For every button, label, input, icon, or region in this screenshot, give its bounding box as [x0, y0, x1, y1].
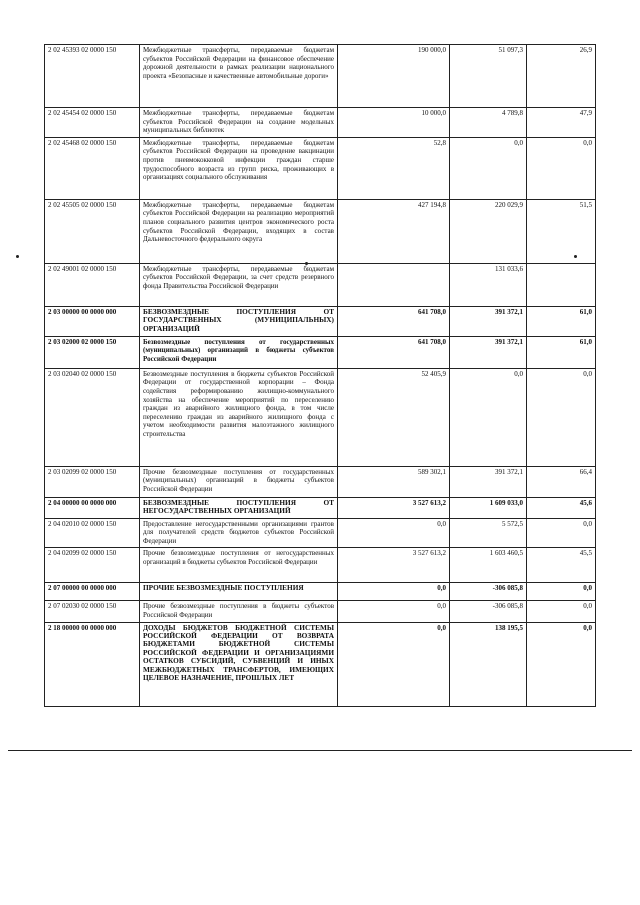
- plan-amount-cell: 0,0: [338, 583, 450, 601]
- execution-percent-cell: 61,0: [527, 306, 596, 336]
- execution-percent-cell: 61,0: [527, 336, 596, 368]
- execution-percent-cell: 0,0: [527, 601, 596, 622]
- executed-amount-cell: 0,0: [450, 368, 527, 466]
- income-name-cell: Прочие безвозмездные поступления от государственных (муниципальных) организаций в бюджеты субъектов Российской Федерации: [140, 466, 338, 497]
- plan-amount-cell: [338, 263, 450, 306]
- bottom-rule: [8, 750, 632, 751]
- income-name-cell: Межбюджетные трансферты, передаваемые бюджетам субъектов Российской Федерации, за счет средств резервного фонда Правительства Российской Федерации: [140, 263, 338, 306]
- table-row: [45, 548, 596, 583]
- table-row: [45, 108, 596, 138]
- execution-percent-cell: 66,4: [527, 466, 596, 497]
- income-name-cell: Безвозмездные поступления в бюджеты субъектов Российской Федерации от государственной корпорации – Фонда содействия реформированию жилищно-коммунального хозяйства на обеспечение мероприятий по переселению граждан из аварийного жилищного фонда, в том числе переселению граждан из аварийного жилищного фонда с учетом необходимости развития малоэтажного жилищного строительства: [140, 368, 338, 466]
- budget-code-cell: 2 02 49001 02 0000 150: [45, 263, 140, 306]
- income-name-cell: Межбюджетные трансферты, передаваемые бюджетам субъектов Российской Федерации на создание модельных муниципальных библиотек: [140, 108, 338, 138]
- table-row: [45, 336, 596, 368]
- income-name-cell: ПРОЧИЕ БЕЗВОЗМЕЗДНЫЕ ПОСТУПЛЕНИЯ: [140, 583, 338, 601]
- scan-speck: [574, 255, 577, 258]
- executed-amount-cell: 138 195,5: [450, 622, 527, 706]
- table-row: [45, 622, 596, 706]
- executed-amount-cell: 51 097,3: [450, 45, 527, 108]
- execution-percent-cell: 0,0: [527, 518, 596, 548]
- execution-percent-cell: 0,0: [527, 368, 596, 466]
- execution-percent-cell: 45,5: [527, 548, 596, 583]
- execution-percent-cell: 26,9: [527, 45, 596, 108]
- budget-code-cell: 2 07 02030 02 0000 150: [45, 601, 140, 622]
- budget-code-cell: 2 03 00000 00 0000 000: [45, 306, 140, 336]
- table-row: [45, 368, 596, 466]
- table-row: [45, 601, 596, 622]
- executed-amount-cell: 4 789,8: [450, 108, 527, 138]
- plan-amount-cell: 427 194,8: [338, 199, 450, 263]
- plan-amount-cell: 641 708,0: [338, 336, 450, 368]
- execution-percent-cell: 0,0: [527, 137, 596, 199]
- plan-amount-cell: 10 000,0: [338, 108, 450, 138]
- income-name-cell: Межбюджетные трансферты, передаваемые бюджетам субъектов Российской Федерации на финансовое обеспечение дорожной деятельности в рамках реализации национального проекта «Безопасные и качественные автомобильные дороги»: [140, 45, 338, 108]
- table-row: [45, 518, 596, 548]
- income-name-cell: Предоставление негосударственными организациями грантов для получателей средств бюджетов субъектов Российской Федерации: [140, 518, 338, 548]
- plan-amount-cell: 3 527 613,2: [338, 548, 450, 583]
- budget-code-cell: 2 18 00000 00 0000 000: [45, 622, 140, 706]
- income-name-cell: Межбюджетные трансферты, передаваемые бюджетам субъектов Российской Федерации на проведение вакцинации против пневмококковой инфекции граждан старше трудоспособного возраста из групп риска, проживающих в организациях социального обслуживания: [140, 137, 338, 199]
- table-row: [45, 306, 596, 336]
- execution-percent-cell: 47,9: [527, 108, 596, 138]
- table-body: [45, 45, 596, 707]
- table-row: [45, 263, 596, 306]
- budget-code-cell: 2 02 45454 02 0000 150: [45, 108, 140, 138]
- execution-percent-cell: 0,0: [527, 622, 596, 706]
- executed-amount-cell: -306 085,8: [450, 601, 527, 622]
- executed-amount-cell: 1 603 460,5: [450, 548, 527, 583]
- income-name-cell: Прочие безвозмездные поступления от негосударственных организаций в бюджеты субъектов Российской Федерации: [140, 548, 338, 583]
- executed-amount-cell: 5 572,5: [450, 518, 527, 548]
- execution-percent-cell: 0,0: [527, 583, 596, 601]
- executed-amount-cell: -306 085,8: [450, 583, 527, 601]
- budget-code-cell: 2 03 02099 02 0000 150: [45, 466, 140, 497]
- budget-code-cell: 2 07 00000 00 0000 000: [45, 583, 140, 601]
- table-row: [45, 199, 596, 263]
- table-row: [45, 583, 596, 601]
- budget-code-cell: 2 02 45468 02 0000 150: [45, 137, 140, 199]
- scan-speck: [16, 255, 19, 258]
- execution-percent-cell: 51,5: [527, 199, 596, 263]
- income-name-cell: БЕЗВОЗМЕЗДНЫЕ ПОСТУПЛЕНИЯ ОТ НЕГОСУДАРСТВЕННЫХ ОРГАНИЗАЦИЙ: [140, 497, 338, 518]
- table-row: [45, 466, 596, 497]
- plan-amount-cell: 52,8: [338, 137, 450, 199]
- executed-amount-cell: 131 033,6: [450, 263, 527, 306]
- execution-percent-cell: [527, 263, 596, 306]
- executed-amount-cell: 391 372,1: [450, 306, 527, 336]
- table-row: [45, 137, 596, 199]
- budget-code-cell: 2 04 02010 02 0000 150: [45, 518, 140, 548]
- income-name-cell: ДОХОДЫ БЮДЖЕТОВ БЮДЖЕТНОЙ СИСТЕМЫ РОССИЙСКОЙ ФЕДЕРАЦИИ ОТ ВОЗВРАТА БЮДЖЕТАМИ БЮДЖЕТНОЙ СИСТЕМЫ РОССИЙСКОЙ ФЕДЕРАЦИИ И ОРГАНИЗАЦИЯМИ ОСТАТКОВ СУБСИДИЙ, СУБВЕНЦИЙ И ИНЫХ МЕЖБЮДЖЕТНЫХ ТРАНСФЕРТОВ, ИМЕЮЩИХ ЦЕЛЕВОЕ НАЗНАЧЕНИЕ, ПРОШЛЫХ ЛЕТ: [140, 622, 338, 706]
- income-name-cell: БЕЗВОЗМЕЗДНЫЕ ПОСТУПЛЕНИЯ ОТ ГОСУДАРСТВЕННЫХ (МУНИЦИПАЛЬНЫХ) ОРГАНИЗАЦИЙ: [140, 306, 338, 336]
- plan-amount-cell: 0,0: [338, 601, 450, 622]
- budget-code-cell: 2 04 00000 00 0000 000: [45, 497, 140, 518]
- income-name-cell: Прочие безвозмездные поступления в бюджеты субъектов Российской Федерации: [140, 601, 338, 622]
- executed-amount-cell: 391 372,1: [450, 336, 527, 368]
- table-row: [45, 45, 596, 108]
- budget-code-cell: 2 04 02099 02 0000 150: [45, 548, 140, 583]
- executed-amount-cell: 220 029,9: [450, 199, 527, 263]
- budget-code-cell: 2 02 45393 02 0000 150: [45, 45, 140, 108]
- budget-code-cell: 2 03 02000 02 0000 150: [45, 336, 140, 368]
- budget-code-cell: 2 03 02040 02 0000 150: [45, 368, 140, 466]
- scan-speck: [305, 262, 308, 265]
- plan-amount-cell: 0,0: [338, 622, 450, 706]
- execution-percent-cell: 45,6: [527, 497, 596, 518]
- budget-code-cell: 2 02 45505 02 0000 150: [45, 199, 140, 263]
- executed-amount-cell: 391 372,1: [450, 466, 527, 497]
- executed-amount-cell: 0,0: [450, 137, 527, 199]
- plan-amount-cell: 52 405,9: [338, 368, 450, 466]
- income-name-cell: Межбюджетные трансферты, передаваемые бюджетам субъектов Российской Федерации на реализацию мероприятий планов социального развития центров экономического роста субъектов Российской Федерации, входящих в состав Дальневосточного федерального округа: [140, 199, 338, 263]
- income-name-cell: Безвозмездные поступления от государственных (муниципальных) организаций в бюджеты субъектов Российской Федерации: [140, 336, 338, 368]
- table-row: [45, 497, 596, 518]
- revenue-table: [44, 44, 596, 707]
- plan-amount-cell: 589 302,1: [338, 466, 450, 497]
- plan-amount-cell: 190 000,0: [338, 45, 450, 108]
- plan-amount-cell: 3 527 613,2: [338, 497, 450, 518]
- plan-amount-cell: 0,0: [338, 518, 450, 548]
- executed-amount-cell: 1 609 033,0: [450, 497, 527, 518]
- plan-amount-cell: 641 708,0: [338, 306, 450, 336]
